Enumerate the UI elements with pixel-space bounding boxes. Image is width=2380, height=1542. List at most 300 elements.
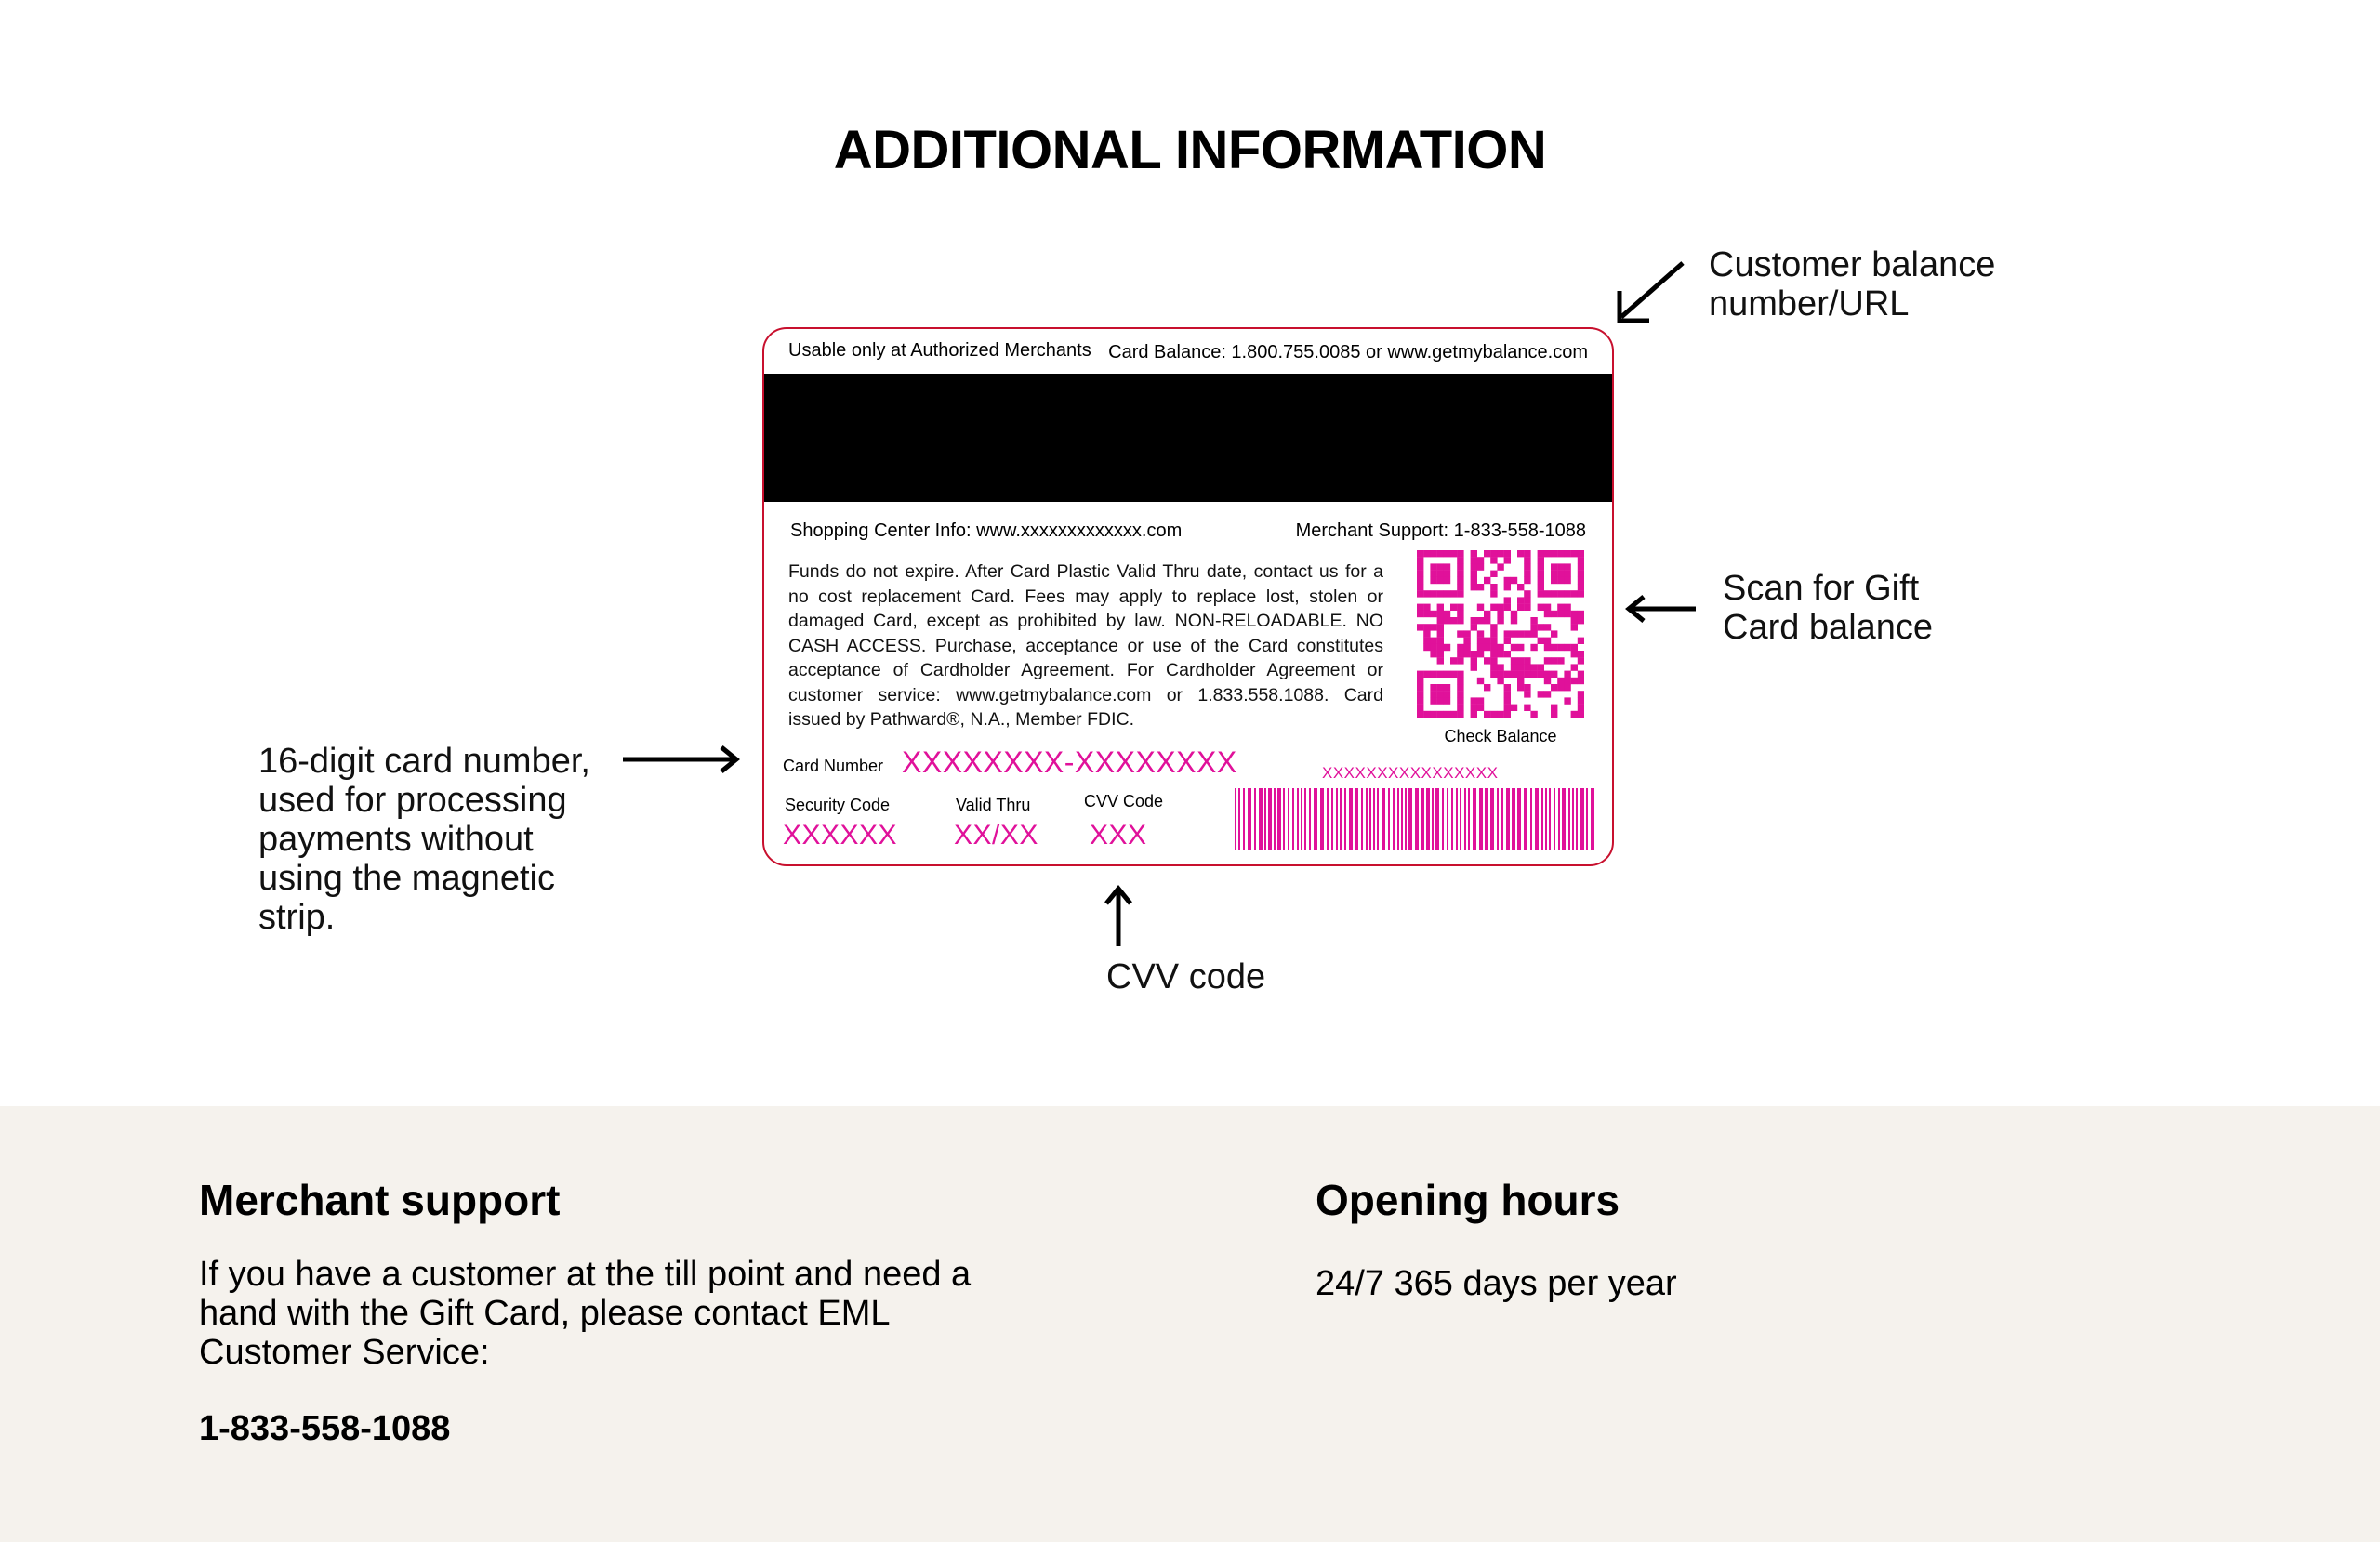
qr-module [1511,705,1517,711]
qr-module [1457,651,1463,657]
qr-module [1457,550,1463,557]
qr-module [1517,644,1524,651]
card-number-value: XXXXXXXX-XXXXXXXX [902,745,1237,779]
qr-module [1471,557,1477,563]
barcode-bar [1320,788,1324,850]
qr-module [1471,571,1477,577]
barcode-bar [1415,788,1419,850]
qr-module [1423,644,1430,651]
qr-module [1511,577,1517,584]
qr-module [1471,697,1477,704]
arrow-left-icon [1623,595,1698,623]
qr-module [1471,651,1477,657]
qr-module [1504,604,1511,611]
qr-module [1504,651,1511,657]
barcode-bar [1304,788,1306,850]
qr-module [1524,597,1530,603]
qr-module [1457,630,1463,637]
qr-module [1564,671,1570,678]
qr-module [1538,638,1544,644]
barcode-bar [1268,788,1272,850]
qr-module [1564,590,1570,597]
qr-module [1538,577,1544,584]
qr-module [1511,644,1517,651]
qr-module [1437,644,1444,651]
qr-module [1524,671,1530,678]
qr-module [1450,590,1457,597]
qr-module [1524,604,1530,611]
qr-module [1463,638,1470,644]
barcode-bar [1243,788,1245,850]
qr-module [1564,550,1570,557]
qr-module [1517,664,1524,670]
qr-module [1430,571,1436,577]
qr-module [1457,711,1463,718]
qr-module [1551,563,1557,570]
qr-module [1544,550,1551,557]
qr-module [1417,550,1423,557]
qr-module [1544,638,1551,644]
qr-module [1504,684,1511,691]
qr-module [1530,664,1537,670]
barcode-bar [1366,788,1368,850]
qr-module [1444,711,1450,718]
qr-module [1430,550,1436,557]
qr-module [1578,678,1584,684]
qr-module [1564,697,1570,704]
qr-module [1557,644,1564,651]
barcode-bar [1558,788,1560,850]
cvv-code-label: CVV Code [1084,792,1164,811]
qr-module [1578,563,1584,570]
qr-module [1444,611,1450,617]
barcode-bar [1405,788,1407,850]
qr-module [1538,671,1544,678]
barcode-bar [1259,788,1263,850]
qr-module [1437,684,1444,691]
qr-module [1551,630,1557,637]
qr-module [1457,657,1463,664]
qr-module [1450,604,1457,611]
qr-module [1477,563,1484,570]
qr-module [1511,657,1517,664]
barcode-bar [1530,788,1532,850]
qr-module [1504,711,1511,718]
qr-module [1490,604,1497,611]
qr-module [1417,563,1423,570]
qr-module [1524,577,1530,584]
qr-module [1578,711,1584,718]
qr-module [1417,557,1423,563]
qr-module [1430,691,1436,697]
qr-module [1497,611,1503,617]
qr-module [1517,657,1524,664]
merchant-support-phone: 1-833-558-1088 [199,1409,451,1448]
qr-module [1524,557,1530,563]
barcode-bar [1340,788,1342,850]
qr-module [1578,571,1584,577]
qr-module [1450,617,1457,624]
qr-module [1450,671,1457,678]
qr-module [1504,577,1511,584]
barcode-bar [1432,788,1434,850]
barcode-bar [1238,788,1240,850]
barcode-bar [1549,788,1551,850]
qr-module [1530,617,1537,624]
barcode-bar [1235,788,1236,850]
qr-module [1423,611,1430,617]
qr-module [1437,697,1444,704]
barcode-bar [1456,788,1458,850]
shopping-center-info: Shopping Center Info: www.xxxxxxxxxxxxx.com [790,521,1183,541]
qr-module [1511,630,1517,637]
qr-module [1490,630,1497,637]
qr-module [1504,671,1511,678]
qr-module [1437,590,1444,597]
barcode-bar [1517,788,1521,850]
qr-module [1504,697,1511,704]
barcode-bar [1580,788,1584,850]
qr-module [1437,604,1444,611]
qr-module [1437,638,1444,644]
qr-module [1477,678,1484,684]
qr-module [1477,584,1484,590]
barcode-bar [1586,788,1588,850]
barcode-bar [1562,788,1566,850]
qr-module [1484,644,1490,651]
arrow-up-icon [1104,883,1132,948]
qr-module [1578,557,1584,563]
qr-module [1578,705,1584,711]
barcode-bar [1283,788,1285,850]
barcode-bar [1545,788,1547,850]
qr-module [1497,617,1503,624]
qr-module [1444,550,1450,557]
qr-module [1524,630,1530,637]
qr-module [1430,624,1436,630]
qr-module [1544,624,1551,630]
barcode-bar [1277,788,1281,850]
qr-module [1524,705,1530,711]
qr-module [1430,697,1436,704]
qr-module [1463,651,1470,657]
qr-module [1430,684,1436,691]
qr-module [1484,611,1490,617]
qr-module [1557,571,1564,577]
qr-module [1490,638,1497,644]
qr-module [1417,584,1423,590]
card-top-row [764,329,1612,374]
qr-module [1457,617,1463,624]
qr-module [1530,711,1537,718]
qr-module [1444,691,1450,697]
qr-module [1538,624,1544,630]
qr-module [1417,571,1423,577]
annotation-cvv: CVV code [1106,957,1266,996]
annotation-card-number: 16-digit card number, used for processing payments without using the magnetic strip. [258,742,590,937]
qr-module [1578,691,1584,697]
qr-module [1471,624,1477,630]
qr-module [1430,671,1436,678]
barcode-bar [1254,788,1256,850]
barcode-bar [1264,788,1266,850]
page-title: ADDITIONAL INFORMATION [833,120,1547,180]
qr-module [1490,711,1497,718]
qr-module [1571,617,1578,624]
qr-module [1551,657,1557,664]
barcode-bar [1377,788,1379,850]
qr-module [1557,550,1564,557]
qr-module [1417,691,1423,697]
qr-module [1444,571,1450,577]
qr-module [1423,590,1430,597]
qr-module [1517,678,1524,684]
qr-module [1437,550,1444,557]
qr-module [1417,604,1423,611]
arrow-down-left-icon [1608,256,1692,339]
qr-module [1571,678,1578,684]
barcode-bar [1524,788,1527,850]
qr-module [1457,590,1463,597]
qr-module [1557,563,1564,570]
qr-module [1544,671,1551,678]
qr-module [1463,630,1470,637]
qr-module [1517,630,1524,637]
qr-module [1417,684,1423,691]
qr-module [1544,644,1551,651]
qr-module [1551,705,1557,711]
qr-module [1530,644,1537,651]
qr-module [1504,584,1511,590]
qr-module [1538,691,1544,697]
barcode-bar [1506,788,1510,850]
qr-module [1571,651,1578,657]
qr-module [1450,711,1457,718]
qr-module [1417,678,1423,684]
qr-module [1490,584,1497,590]
qr-module [1484,617,1490,624]
qr-module [1437,571,1444,577]
barcode-bar [1369,788,1371,850]
qr-module [1430,590,1436,597]
qr-module [1504,638,1511,644]
qr-module [1457,644,1463,651]
qr-module [1457,671,1463,678]
barcode-bar [1464,788,1466,850]
qr-module [1477,697,1484,704]
qr-module [1504,557,1511,563]
barcode-bar [1451,788,1453,850]
barcode-bar [1568,788,1570,850]
barcode-bar [1248,788,1251,850]
qr-module [1457,584,1463,590]
qr-module [1417,590,1423,597]
info-section [0,1106,2380,1542]
qr-module [1551,611,1557,617]
qr-module [1544,604,1551,611]
qr-module [1471,657,1477,664]
qr-module [1551,644,1557,651]
qr-module [1578,697,1584,704]
barcode-bar [1388,788,1390,850]
qr-module [1517,597,1524,603]
qr-module [1477,644,1484,651]
qr-module [1457,691,1463,697]
qr-module [1544,657,1551,664]
qr-module [1524,563,1530,570]
qr-module [1417,611,1423,617]
qr-module [1423,624,1430,630]
barcode-bar [1327,788,1329,850]
card-balance-text: Card Balance: 1.800.755.0085 or www.getmybalance.com [1108,342,1588,362]
qr-module [1444,671,1450,678]
qr-module [1444,590,1450,597]
barcode-bar [1572,788,1574,850]
qr-module [1578,657,1584,664]
qr-module [1430,644,1436,651]
qr-module [1437,611,1444,617]
qr-module [1530,671,1537,678]
qr-module [1430,611,1436,617]
qr-module [1551,684,1557,691]
qr-module [1457,604,1463,611]
barcode-bar [1490,788,1494,850]
qr-module [1490,550,1497,557]
qr-module [1444,684,1450,691]
qr-module [1423,638,1430,644]
barcode-bar [1336,788,1338,850]
qr-module [1538,590,1544,597]
qr-module [1578,638,1584,644]
qr-module [1564,684,1570,691]
qr-module [1578,611,1584,617]
qr-module [1471,563,1477,570]
qr-module [1477,557,1484,563]
barcode-bar [1292,788,1294,850]
qr-module [1551,577,1557,584]
qr-module [1524,590,1530,597]
valid-thru-label: Valid Thru [956,796,1031,814]
qr-module [1430,651,1436,657]
authorized-merchants-text: Usable only at Authorized Merchants [788,340,1091,361]
qr-module [1557,590,1564,597]
barcode-bar [1501,788,1503,850]
check-balance-label: Check Balance [1444,727,1557,745]
qr-module [1578,577,1584,584]
qr-module [1417,705,1423,711]
barcode-bar [1535,788,1539,850]
qr-module [1430,577,1436,584]
barcode-bar [1373,788,1375,850]
qr-module [1437,651,1444,657]
qr-module [1497,651,1503,657]
qr-module [1557,604,1564,611]
qr-module [1497,563,1503,570]
qr-module [1538,664,1544,670]
barcode-icon [1235,788,1597,850]
qr-module [1437,563,1444,570]
qr-module [1417,711,1423,718]
barcode-bar [1591,788,1594,850]
qr-module [1578,651,1584,657]
qr-module [1538,604,1544,611]
qr-module [1423,604,1430,611]
qr-module [1564,611,1570,617]
barcode-bar [1331,788,1333,850]
gift-card-back [762,327,1614,866]
barcode-bar [1442,788,1444,850]
qr-module [1444,563,1450,570]
qr-module [1524,571,1530,577]
qr-module [1477,638,1484,644]
qr-module [1578,590,1584,597]
qr-module [1471,584,1477,590]
qr-module [1578,584,1584,590]
qr-module [1490,657,1497,664]
security-code-label: Security Code [785,796,891,814]
qr-module [1544,678,1551,684]
qr-module [1497,678,1503,684]
qr-module [1571,664,1578,670]
qr-module [1457,577,1463,584]
qr-module [1457,697,1463,704]
qr-module [1490,557,1497,563]
qr-module [1490,651,1497,657]
qr-module [1417,577,1423,584]
qr-module [1437,630,1444,637]
qr-module [1497,711,1503,718]
barcode-bar [1541,788,1543,850]
barcode-bar [1421,788,1424,850]
opening-hours-heading: Opening hours [1316,1176,1620,1224]
qr-module [1538,584,1544,590]
barcode-bar [1426,788,1430,850]
qr-module [1504,597,1511,603]
annotation-balance: Customer balance number/URL [1709,245,1996,323]
qr-module [1450,657,1457,664]
qr-module [1497,604,1503,611]
qr-module [1544,611,1551,617]
arrow-right-icon [623,745,744,773]
qr-module [1517,684,1524,691]
qr-module [1557,657,1564,664]
qr-module [1484,711,1490,718]
qr-module [1423,630,1430,637]
qr-module [1571,624,1578,630]
barcode-bar [1401,788,1403,850]
valid-thru-value: XX/XX [954,820,1038,850]
qr-module [1551,571,1557,577]
qr-module [1417,624,1423,630]
qr-module [1497,664,1503,670]
barcode-bar [1297,788,1299,850]
qr-module [1437,691,1444,697]
qr-module [1477,651,1484,657]
qr-module [1444,577,1450,584]
qr-module [1524,657,1530,664]
barcode-bar [1468,788,1470,850]
qr-module [1484,657,1490,664]
qr-module [1571,550,1578,557]
qr-module [1578,671,1584,678]
qr-module [1471,550,1477,557]
qr-module [1564,571,1570,577]
barcode-bar [1485,788,1488,850]
qr-module [1557,684,1564,691]
qr-module [1437,671,1444,678]
merchant-support-text: If you have a customer at the till point and need a hand with the Gift Card, please contact EML Customer Service: [199,1255,972,1372]
qr-module [1484,550,1490,557]
